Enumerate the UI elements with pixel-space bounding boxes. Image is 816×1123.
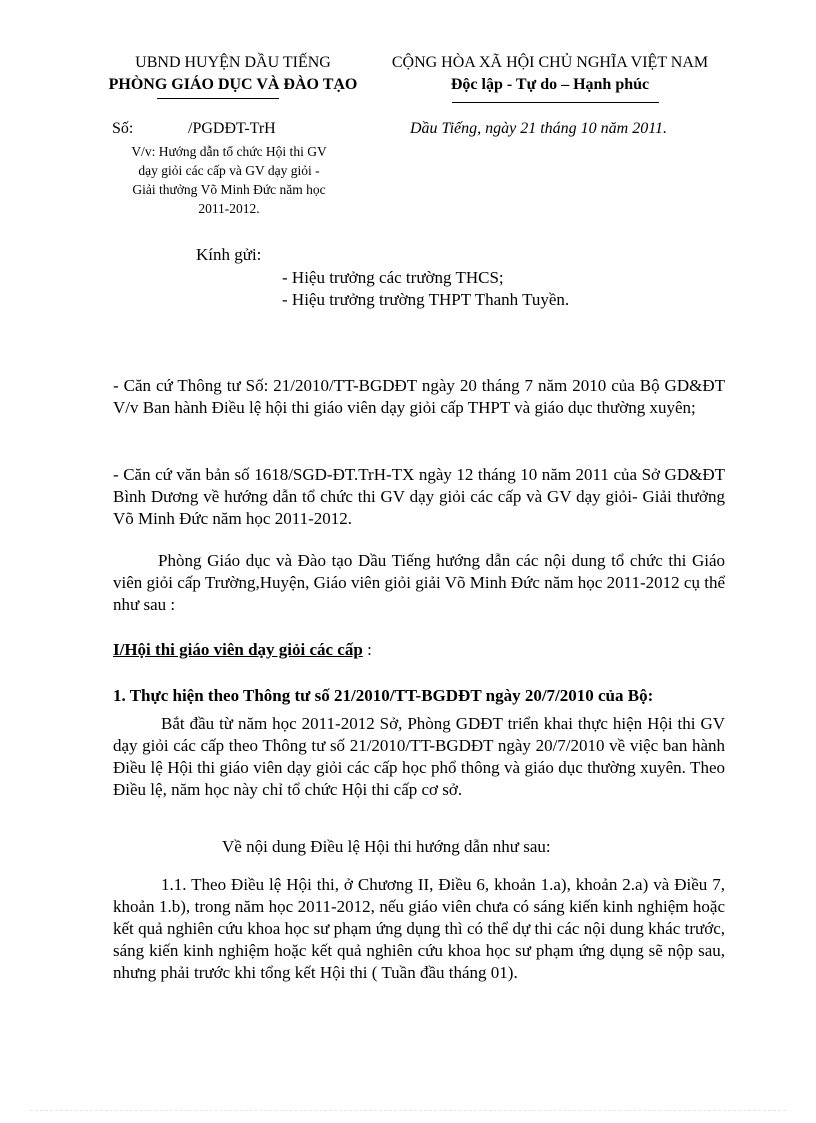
recipient-2: - Hiệu trưởng trường THPT Thanh Tuyền. — [282, 290, 570, 309]
section-1-colon: : — [362, 640, 372, 659]
paragraph-implementation: Bắt đầu từ năm học 2011-2012 Sở, Phòng GDĐT triển khai thực hiện Hội thi GV dạy giỏi các cấp theo Thông tư số 21/2010/TT-BGDĐT ngày 20/7/2010 về việc ban hành Điều lệ Hội thi giáo viên dạy giỏi các cấp học phổ thông và giáo dục thường xuyên. Theo Điều lệ, năm học này chỉ tổ chức Hội thi cấp cơ sở. — [113, 714, 725, 799]
org-department: PHÒNG GIÁO DỤC VÀ ĐÀO TẠO — [108, 76, 358, 93]
subsection-1-title: 1. Thực hiện theo Thông tư số 21/2010/TT-BGDĐT ngày 20/7/2010 của Bộ: — [113, 686, 654, 705]
doc-number-label: Số: — [112, 120, 134, 137]
paragraph-content-intro: Về nội dung Điều lệ Hội thi hướng dẫn như sau: — [222, 837, 551, 856]
subject-line-3: Giải thưởng Võ Minh Đức năm học — [132, 182, 326, 197]
greeting: Kính gửi: — [196, 245, 262, 264]
subject-line-2: dạy giỏi các cấp và GV dạy giỏi - — [138, 163, 320, 178]
nation-motto: Độc lập - Tự do – Hạnh phúc — [450, 76, 650, 93]
doc-number-value: /PGDĐT-TrH — [188, 120, 276, 137]
page-bottom-divider — [30, 1110, 786, 1111]
section-1-title: I/Hội thi giáo viên dạy giỏi các cấp — [113, 640, 363, 659]
subject-line-1: V/v: Hướng dẫn tổ chức Hội thi GV — [131, 144, 327, 159]
paragraph-legal-basis-1: - Căn cứ Thông tư Số: 21/2010/TT-BGDĐT ngày 20 tháng 7 năm 2010 của Bộ GD&ĐT V/v Ban hành Điều lệ hội thi giáo viên dạy giỏi cấp THPT và giáo dục thường xuyên; — [113, 376, 725, 417]
subject-line-4: 2011-2012. — [198, 201, 260, 216]
recipient-1: - Hiệu trưởng các trường THCS; — [282, 268, 504, 287]
section-1-heading — [113, 639, 372, 661]
paragraph-intro: Phòng Giáo dục và Đào tạo Dầu Tiếng hướng dẫn các nội dung tổ chức thi Giáo viên giỏi cấp Trường,Huyện, Giáo viên giỏi giải Võ Minh Đức năm học 2011-2012 cụ thể như sau : — [113, 551, 725, 614]
paragraph-1-1: 1.1. Theo Điều lệ Hội thi, ở Chương II, Điều 6, khoản 1.a), khoản 2.a) và Điều 7, khoản 1.b), trong năm học 2011-2012, nếu giáo viên chưa có sáng kiến kinh nghiệm hoặc kết quả nghiên cứu khoa học sư phạm ứng dụng thì có thể dự thi các nội dung khác trước, sáng kiến kinh nghiệm hoặc kết quả nghiên cứu khoa học sư phạm ứng dụng sẽ nộp sau, nhưng phải trước khi tổng kết Hội thi ( Tuần đầu tháng 01). — [113, 875, 725, 982]
doc-date: Dầu Tiếng, ngày 21 tháng 10 năm 2011. — [410, 120, 668, 137]
motto-underline — [452, 102, 659, 103]
org-name: UBND HUYỆN DẦU TIẾNG — [135, 54, 331, 71]
nation-title: CỘNG HÒA XÃ HỘI CHỦ NGHĨA VIỆT NAM — [391, 54, 709, 71]
org-underline — [157, 98, 279, 99]
paragraph-legal-basis-2: - Căn cứ văn bản số 1618/SGD-ĐT.TrH-TX ngày 12 tháng 10 năm 2011 của Sở GD&ĐT Bình Dương về hướng dẫn tổ chức thi GV dạy giỏi các cấp và GV dạy giỏi- Giải thưởng Võ Minh Đức năm học 2011-2012. — [113, 465, 725, 528]
